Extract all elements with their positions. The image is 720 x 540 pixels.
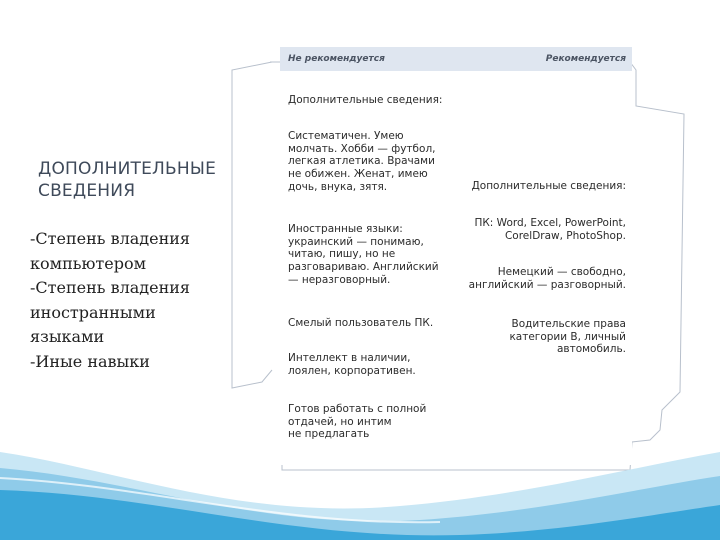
slide-title bbox=[38, 158, 268, 202]
good-license bbox=[446, 318, 626, 356]
bullet-line: -Степень владения bbox=[30, 229, 191, 248]
text-line: автомобиль. bbox=[556, 343, 626, 356]
text-line: Интеллект в наличии, bbox=[288, 352, 411, 364]
text-line: отдачей, но интим bbox=[288, 415, 392, 428]
good-label bbox=[446, 180, 626, 193]
text-line: английский — разговорный. bbox=[468, 278, 626, 291]
text-line: Немецкий — свободно, bbox=[497, 266, 626, 278]
bullet-line: компьютером bbox=[30, 253, 147, 273]
bullet-line: -Степень владения bbox=[30, 278, 191, 298]
text-line: Водительские права bbox=[511, 318, 626, 330]
header-recommended: Рекомендуется bbox=[545, 54, 626, 64]
good-languages bbox=[446, 266, 626, 291]
text-line: ПК: Word, Excel, PowerPoint, bbox=[474, 217, 626, 229]
text-line: легкая атлетика. Врачами bbox=[288, 155, 435, 168]
header-not-recommended: Не рекомендуется bbox=[288, 54, 385, 64]
text-line: молчать. Хобби — футбол, bbox=[288, 142, 436, 155]
bad-ready bbox=[288, 403, 448, 441]
text-line: категории В, личный bbox=[509, 330, 626, 343]
bullet-line: языками bbox=[30, 327, 105, 347]
text-line: — неразговорный. bbox=[288, 273, 391, 286]
bad-personal bbox=[288, 130, 448, 194]
text-line: Готов работать с полной bbox=[288, 403, 427, 415]
bullet-line: -Иные навыки bbox=[30, 351, 150, 371]
text-line: Систематичен. Умею bbox=[288, 130, 404, 142]
bullet-list bbox=[30, 227, 250, 375]
bad-intellect bbox=[288, 352, 448, 377]
title-line-1: ДОПОЛНИТЕЛЬНЫЕ bbox=[38, 159, 217, 179]
text-line: украинский — понимаю, bbox=[288, 235, 424, 248]
section-label-text: Дополнительные сведения: bbox=[288, 94, 443, 106]
card-header bbox=[280, 47, 632, 71]
text-line: Иностранные языки: bbox=[288, 223, 403, 235]
text-line: не обижен. Женат, имею bbox=[288, 168, 428, 181]
bad-languages bbox=[288, 223, 448, 287]
text-line: Смелый пользователь ПК. bbox=[288, 317, 434, 329]
text-line: читаю, пишу, но не bbox=[288, 248, 396, 261]
comparison-card bbox=[280, 47, 632, 465]
text-line: Дополнительные сведения: bbox=[471, 180, 626, 192]
good-pc bbox=[446, 217, 626, 242]
text-line: лоялен, корпоративен. bbox=[288, 364, 416, 377]
section-label bbox=[288, 94, 448, 107]
title-line-2: СВЕДЕНИЯ bbox=[38, 181, 136, 201]
text-line: не предлагать bbox=[288, 428, 370, 441]
bad-user bbox=[288, 317, 448, 330]
text-line: дочь, внука, зятя. bbox=[288, 180, 388, 193]
text-line: CorelDraw, PhotoShop. bbox=[504, 229, 626, 242]
text-line: разговариваю. Английский bbox=[288, 261, 439, 274]
bullet-line: иностранными bbox=[30, 302, 156, 322]
